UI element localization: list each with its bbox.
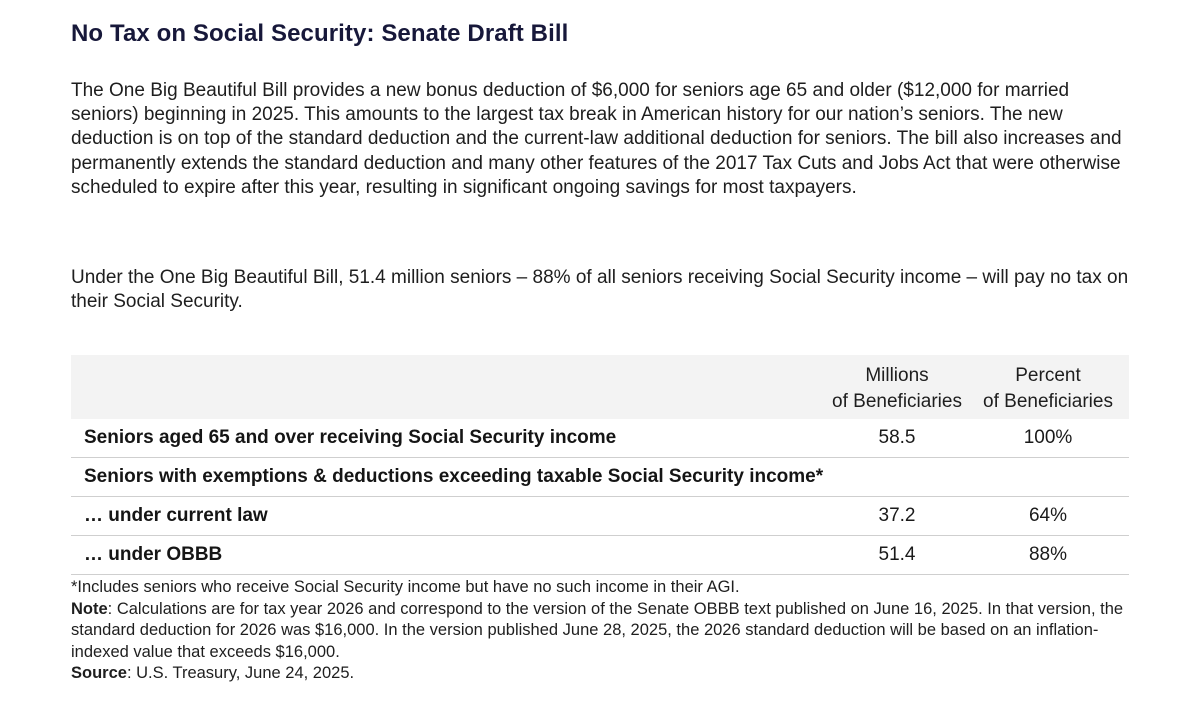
row-millions: 37.2 bbox=[878, 505, 916, 526]
table-header bbox=[71, 355, 1129, 419]
footnotes bbox=[71, 577, 1131, 685]
note-footnote bbox=[71, 599, 1131, 664]
beneficiaries-table bbox=[71, 355, 1129, 575]
header-millions-label: Millions of Beneficiaries bbox=[832, 365, 962, 412]
summary-paragraph: Under the One Big Beautiful Bill, 51.4 million seniors – 88% of all seniors receiving Social Security income – will pay no tax on their Social Security. bbox=[71, 267, 1129, 313]
table-row bbox=[71, 497, 1129, 536]
row-label: Seniors with exemptions & deductions exceeding taxable Social Security income* bbox=[84, 466, 824, 487]
header-percent-of-beneficiaries bbox=[975, 363, 1121, 415]
row-millions: 51.4 bbox=[878, 544, 916, 565]
intro-paragraph: The One Big Beautiful Bill provides a new bonus deduction of $6,000 for seniors age 65 and older ($12,000 for married seniors) beginning in 2025. This amounts to the largest tax break in American history for our nation’s seniors. The new deduction is on top of the standard deduction and the current-law additional deduction for seniors. The bill also increases and permanently extends the standard deduction and many other features of the 2017 Tax Cuts and Jobs Act that were otherwise scheduled to expire after this year, resulting in significant ongoing savings for most taxpayers. bbox=[71, 80, 1122, 198]
row-percent: 64% bbox=[1028, 505, 1068, 526]
row-percent: 88% bbox=[1028, 544, 1068, 565]
row-label: Seniors aged 65 and over receiving Social Security income bbox=[84, 427, 617, 448]
source-label: Source bbox=[71, 664, 127, 683]
table-row bbox=[71, 536, 1129, 575]
row-label: … under current law bbox=[84, 505, 268, 526]
table-row bbox=[71, 419, 1129, 458]
source-footnote bbox=[71, 663, 1131, 685]
header-percent-label: Percent of Beneficiaries bbox=[983, 365, 1113, 412]
page-title: No Tax on Social Security: Senate Draft Bill bbox=[71, 20, 569, 47]
row-percent: 100% bbox=[1023, 427, 1073, 448]
header-millions-of-beneficiaries bbox=[815, 363, 979, 415]
table-row bbox=[71, 458, 1129, 497]
note-label: Note bbox=[71, 599, 108, 618]
source-text: : U.S. Treasury, June 24, 2025. bbox=[126, 664, 355, 683]
asterisk-footnote: *Includes seniors who receive Social Security income but have no such income in their AGI. bbox=[71, 578, 740, 596]
row-label: … under OBBB bbox=[84, 544, 223, 565]
row-millions: 58.5 bbox=[878, 427, 916, 448]
note-text: : Calculations are for tax year 2026 and correspond to the version of the Senate OBBB text published on June 16, 2025. In that version, the standard deduction for 2026 was $16,000. In the version published June 28, 2025, the 2026 standard deduction will be based on an inflation-indexed value that exceeds $16,000. bbox=[71, 599, 1124, 661]
